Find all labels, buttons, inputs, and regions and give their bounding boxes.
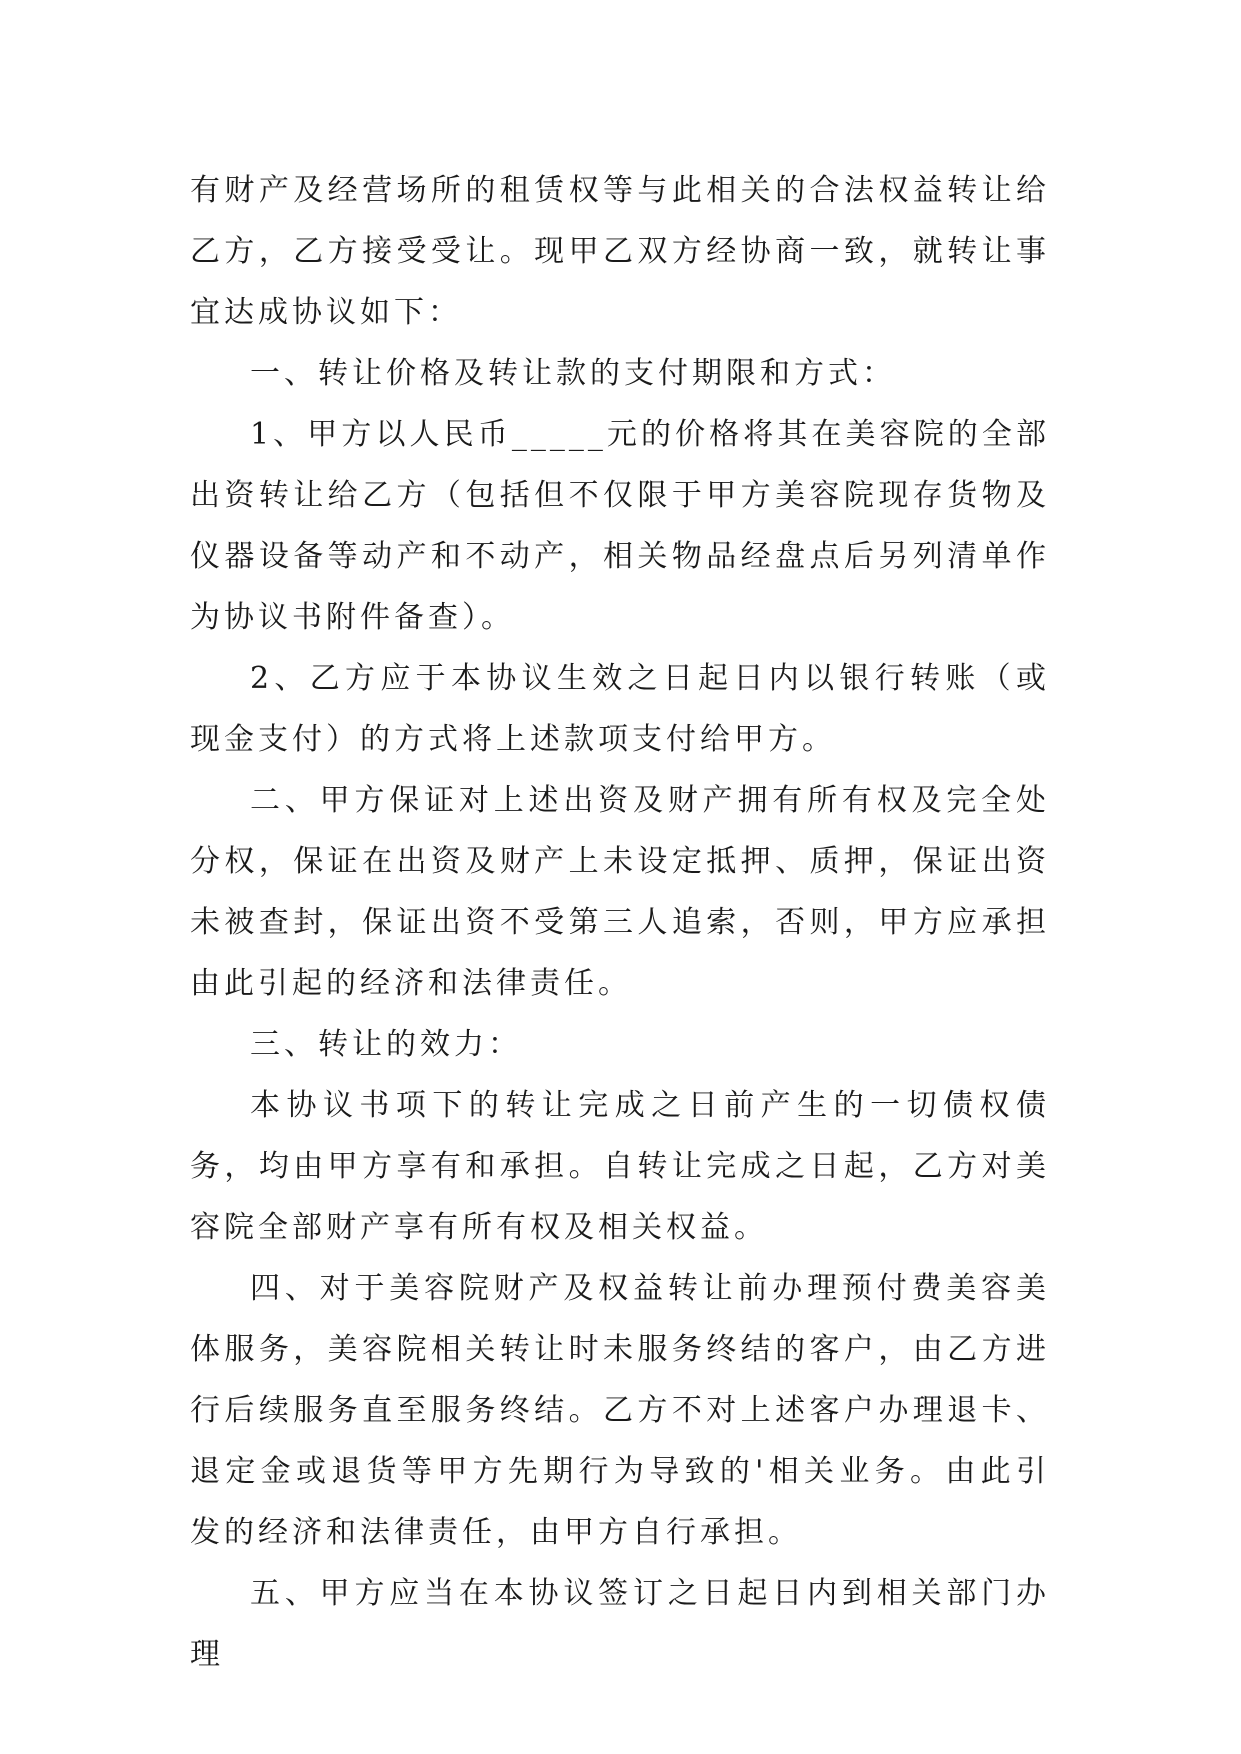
paragraph-6: 三、转让的效力： — [250, 1027, 522, 1062]
paragraph-3: 1、甲方以人民币_____元的价格将其在美容院的全部出资转让给乙方（包括但不仅限于甲方美容院现存货物及仪器设备等动产和不动产，相关物品经盘点后另列清单作为协议书附件备查）。 — [190, 417, 1050, 635]
paragraph-7: 本协议书项下的转让完成之日前产生的一切债权债务，均由甲方享有和承担。自转让完成之日起，乙方对美容院全部财产享有所有权及相关权益。 — [190, 1088, 1050, 1245]
paragraph-2: 一、转让价格及转让款的支付期限和方式： — [250, 356, 896, 391]
paragraph-5: 二、甲方保证对上述出资及财产拥有所有权及完全处分权，保证在出资及财产上未设定抵押、质押，保证出资未被查封，保证出资不受第三人追索，否则，甲方应承担由此引起的经济和法律责任。 — [190, 783, 1050, 1001]
paragraph-1: 有财产及经营场所的租赁权等与此相关的合法权益转让给乙方，乙方接受受让。现甲乙双方经协商一致，就转让事宜达成协议如下： — [190, 173, 1050, 330]
document-body — [190, 160, 1050, 1685]
paragraph-9: 五、甲方应当在本协议签订之日起日内到相关部门办理 — [190, 1576, 1050, 1672]
paragraph-8: 四、对于美容院财产及权益转让前办理预付费美容美体服务，美容院相关转让时未服务终结的客户，由乙方进行后续服务直至服务终结。乙方不对上述客户办理退卡、退定金或退货等甲方先期行为导致的'相关业务。由此引发的经济和法律责任，由甲方自行承担。 — [190, 1271, 1050, 1550]
paragraph-4: 2、乙方应于本协议生效之日起日内以银行转账（或现金支付）的方式将上述款项支付给甲方。 — [190, 661, 1050, 757]
